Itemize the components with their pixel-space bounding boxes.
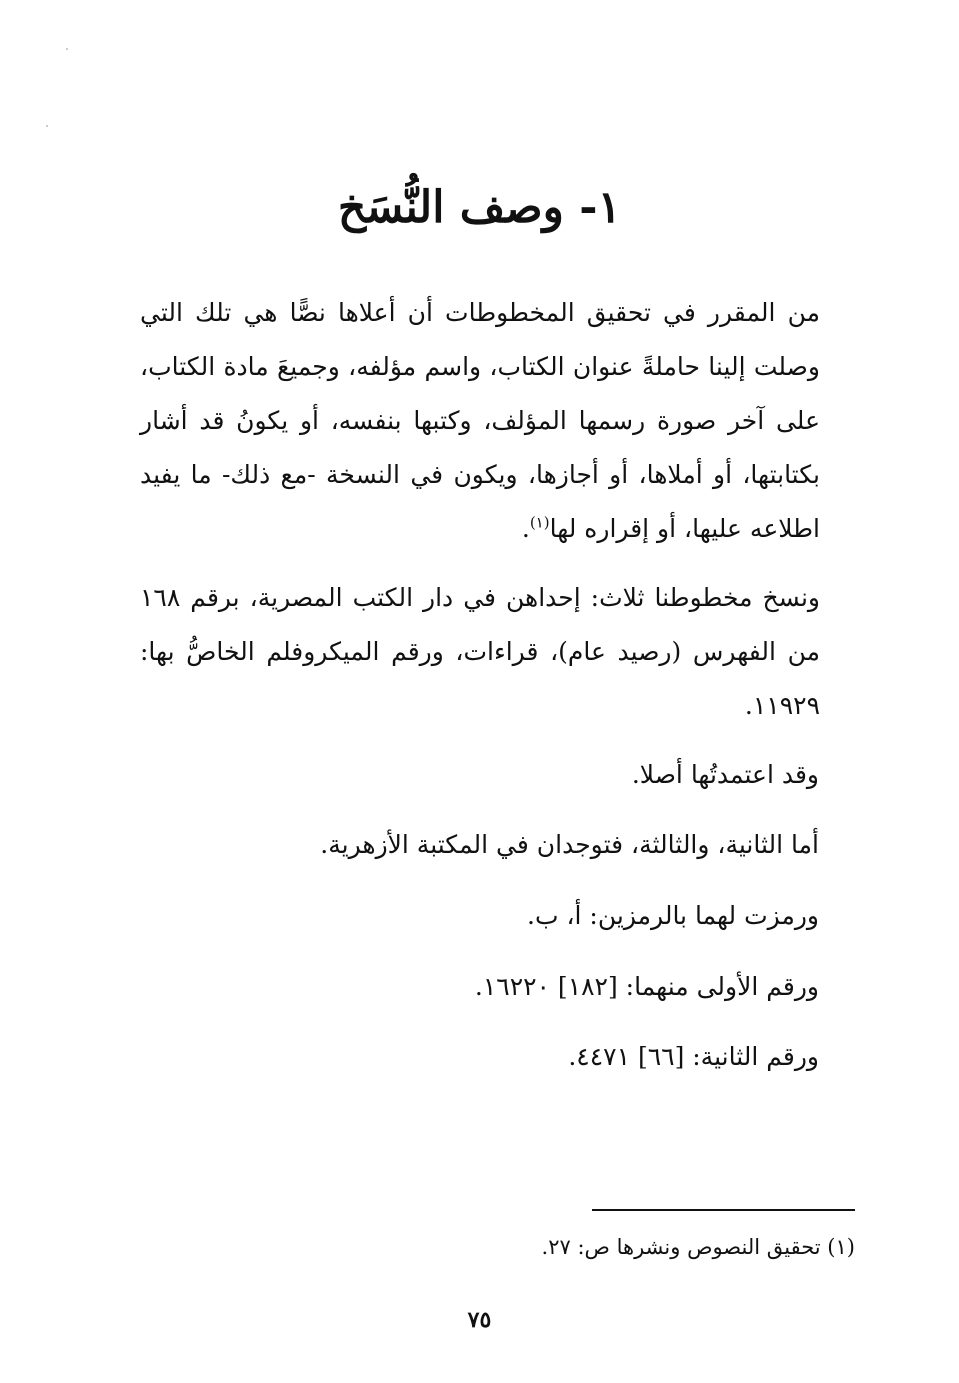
page-number: ٧٥ [467,1307,492,1333]
scan-speck [66,48,68,50]
paragraph-first-number: ورقم الأولى منهما: [١٨٢] ١٦٢٢٠. [474,972,819,1001]
paragraph-text [140,286,820,556]
paragraph-symbols: ورمزت لهما بالرمزين: أ، ب. [527,901,819,930]
paragraph-manuscript-criteria [140,286,820,556]
footnote-divider [592,1209,855,1211]
paragraph-base-copy: وقد اعتمدتُها أصلا. [631,760,819,789]
scan-speck [46,125,48,127]
paragraph-end: . [521,514,530,543]
paragraph-manuscripts [140,571,820,733]
section-title: ١- وصف النُّسَخ [337,182,622,233]
paragraph-text: ونسخ مخطوطنا ثلاث: إحداهن في دار الكتب المصرية، برقم ١٦٨ من الفهرس (رصيد عام)، قراءات، ورقم الميكروفلم الخاصُّ بها: ١١٩٢٩. [140,583,820,720]
footnote: (١) تحقيق النصوص ونشرها ص: ٢٧. [541,1235,855,1259]
paragraph-second-number: ورقم الثانية: [٦٦] ٤٤٧١. [568,1042,819,1071]
paragraph-body: من المقرر في تحقيق المخطوطات أن أعلاها نصًّا هي تلك التي وصلت إلينا حاملةً عنوان الكتاب، واسم مؤلفه، وجميعَ مادة الكتاب، على آخر صورة رسمها المؤلف، وكتبها بنفسه، أو يكونُ قد أشار بكتابتها، أو أملاها، أو أجازها، ويكون في النسخة -مع ذلك- ما يفيد اطلاعه عليها، أو إقراره لها [140,298,820,543]
paragraph-azhar-copies: أما الثانية، والثالثة، فتوجدان في المكتبة الأزهرية. [320,830,819,859]
footnote-reference: (١) [529,513,550,532]
